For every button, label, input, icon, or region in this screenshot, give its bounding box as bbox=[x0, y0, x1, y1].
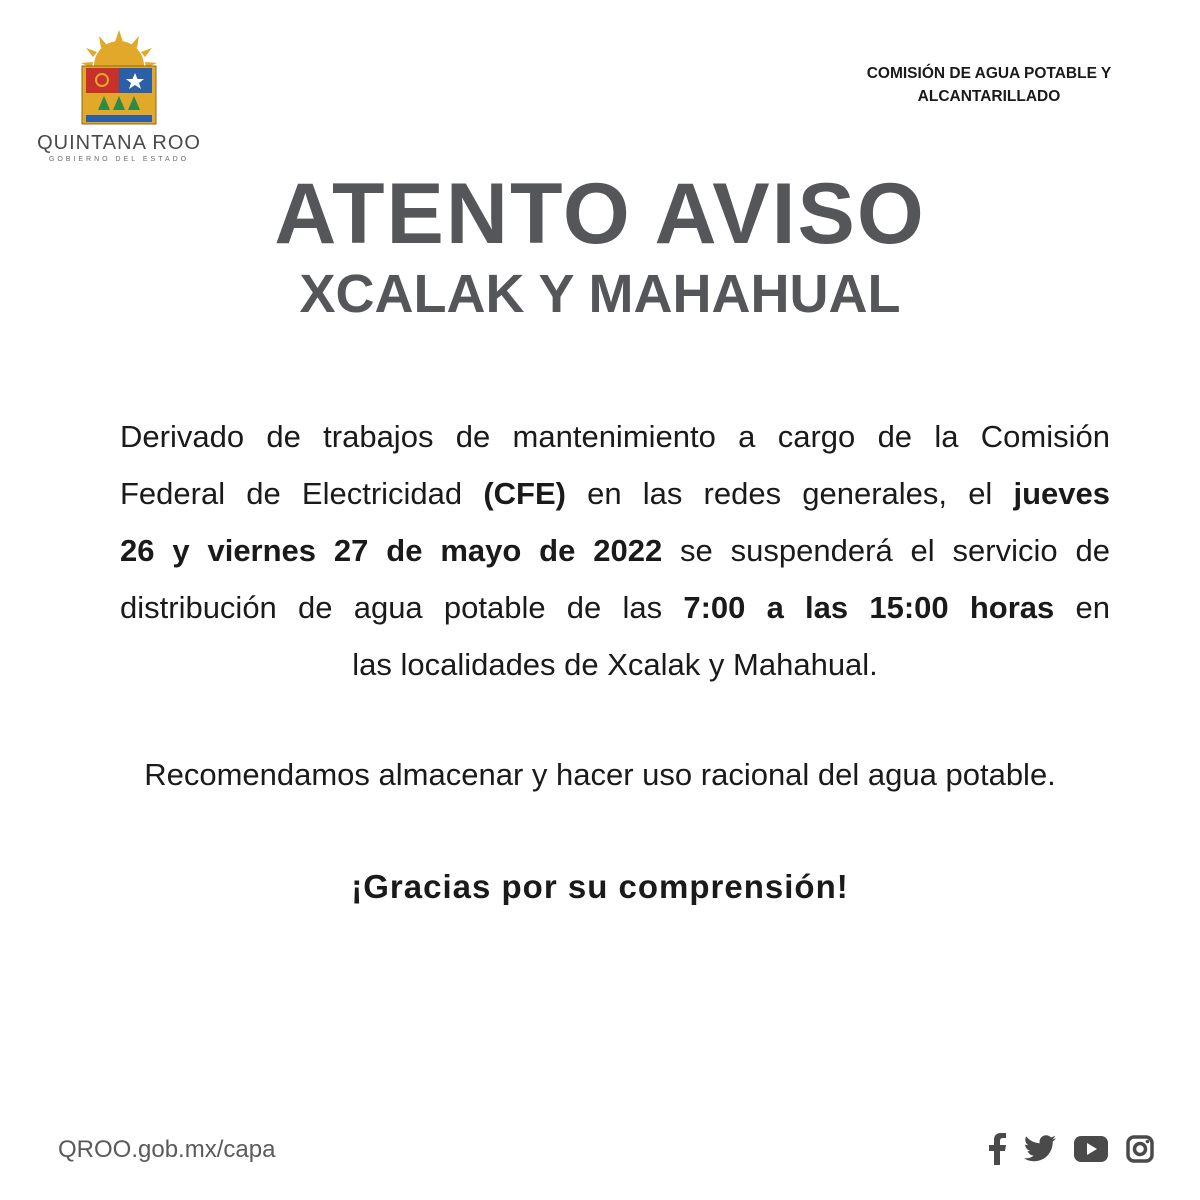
date-range: 26 y viernes 27 de mayo de 2022 bbox=[120, 533, 663, 568]
date-start: jueves bbox=[1013, 476, 1110, 511]
body-text-segment: en las redes generales, el bbox=[565, 476, 1014, 511]
quintana-roo-logo bbox=[34, 28, 204, 163]
coat-of-arms-icon bbox=[74, 28, 164, 132]
notice-body bbox=[120, 408, 1110, 693]
social-icons bbox=[988, 1133, 1154, 1170]
agency-line-1: COMISIÓN DE AGUA POTABLE Y bbox=[866, 65, 1112, 82]
thanks-text: ¡Gracias por su comprensión! bbox=[351, 868, 849, 905]
twitter-icon[interactable] bbox=[1024, 1135, 1056, 1168]
body-line-5: las localidades de Xcalak y Mahahual. bbox=[352, 647, 878, 682]
agency-line-2: ALCANTARILLADO bbox=[917, 88, 1061, 105]
body-line-1: Derivado de trabajos de mantenimiento a cargo de la Comisión bbox=[120, 419, 1110, 454]
body-text-segment: en bbox=[1054, 590, 1110, 625]
youtube-icon[interactable] bbox=[1074, 1136, 1108, 1167]
recommendation-text: Recomendamos almacenar y hacer uso racional del agua potable. bbox=[144, 757, 1056, 792]
notice-title: ATENTO AVISO bbox=[274, 166, 926, 262]
cfe-label: (CFE) bbox=[483, 476, 566, 511]
notice-subtitle: XCALAK Y MAHAHUAL bbox=[299, 264, 901, 324]
logo-name: QUINTANA ROO bbox=[37, 132, 201, 154]
logo-subtitle: GOBIERNO DEL ESTADO bbox=[48, 156, 190, 163]
body-text-segment: se suspenderá el servicio de bbox=[662, 533, 1110, 568]
facebook-icon[interactable] bbox=[988, 1133, 1006, 1170]
body-line-4 bbox=[120, 579, 1110, 636]
instagram-icon[interactable] bbox=[1126, 1135, 1154, 1168]
body-text-segment: distribución de agua potable de las bbox=[120, 590, 684, 625]
agency-name bbox=[824, 62, 1154, 108]
body-line-3 bbox=[120, 522, 1110, 579]
body-text-segment: Federal de Electricidad bbox=[120, 476, 484, 511]
website-link[interactable]: QROO.gob.mx/capa bbox=[58, 1136, 276, 1163]
time-range: 7:00 a las 15:00 horas bbox=[683, 590, 1055, 625]
body-line-2 bbox=[120, 465, 1110, 522]
